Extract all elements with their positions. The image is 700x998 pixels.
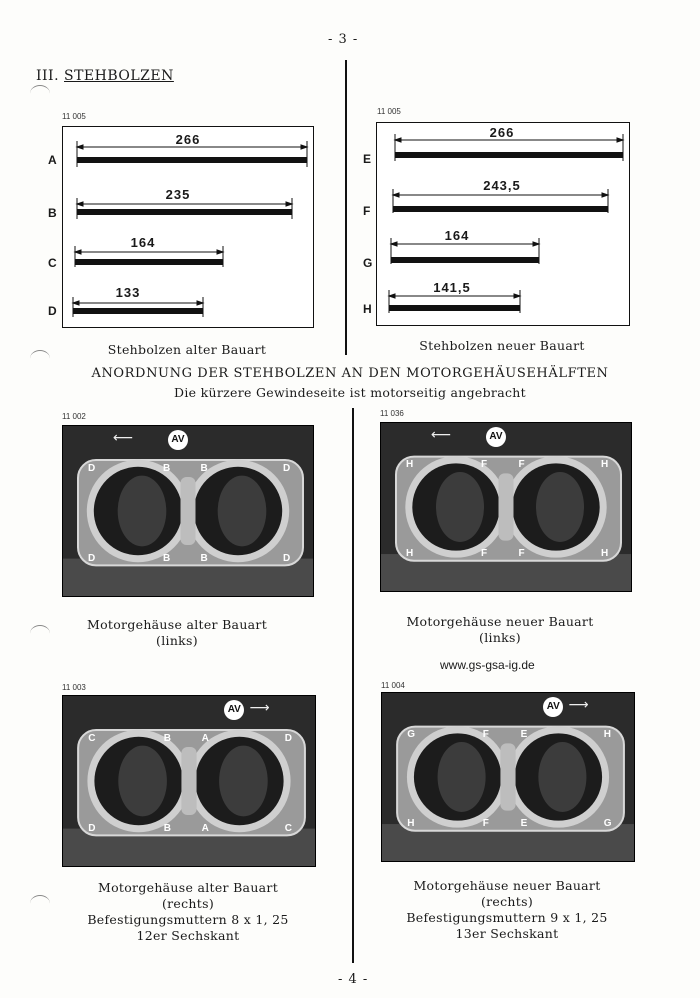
direction-arrow-icon: ⟶ <box>568 697 589 713</box>
caption-line: Motorgehäuse alter Bauart <box>86 617 268 632</box>
bolt-position-label: H <box>601 548 609 560</box>
figure-number: 11 002 <box>62 412 86 421</box>
figure-number: 11 004 <box>381 681 405 690</box>
photo-drawing <box>63 696 315 866</box>
bolt-length-label: 266 <box>489 125 515 140</box>
engine-case-photo-new-left <box>380 422 632 592</box>
bolt-position-label: H <box>406 548 414 560</box>
bolt-letter: C <box>48 256 57 270</box>
caption-line: 13er Sechskant <box>455 926 559 941</box>
figure-number: 11 003 <box>62 683 86 692</box>
caption-line: Motorgehäuse alter Bauart <box>97 880 279 895</box>
photo-drawing <box>381 423 631 591</box>
bolt-letter: E <box>363 152 372 166</box>
photo-caption <box>380 614 620 646</box>
direction-arrow-icon: ⟵ <box>113 430 134 446</box>
punch-hole-mark <box>30 625 50 642</box>
bolt-position-label: B <box>163 822 172 834</box>
caption-line: Befestigungsmuttern 9 x 1, 25 <box>406 910 608 925</box>
photo-caption <box>376 878 638 942</box>
caption-line: 12er Sechskant <box>136 928 240 943</box>
photo-caption <box>62 880 314 944</box>
page-number-top: - 3 - <box>328 32 359 47</box>
bolt-position-label: C <box>284 822 292 834</box>
bolt-position-label: E <box>520 729 528 740</box>
bolt-length-label: 243,5 <box>483 178 521 193</box>
direction-arrow-icon: ⟶ <box>249 700 270 716</box>
caption-line: Motorgehäuse neuer Bauart <box>413 878 601 893</box>
caption-line: (links) <box>156 633 198 648</box>
av-marker: AV <box>224 700 244 720</box>
bolt-letter: H <box>363 302 372 316</box>
punch-hole-mark <box>30 85 50 102</box>
caption-line: (rechts) <box>161 896 214 911</box>
caption-line: Befestigungsmuttern 8 x 1, 25 <box>87 912 289 927</box>
bolt-length-label: 266 <box>175 132 201 147</box>
bolt-position-label: F <box>481 459 488 470</box>
section-number: III. <box>36 68 60 84</box>
bolt-letter: G <box>363 256 373 270</box>
bolt-position-label: D <box>88 552 96 564</box>
punch-hole-mark <box>30 350 50 367</box>
bolt-length-label: 141,5 <box>433 280 471 295</box>
page-number-bottom: - 4 - <box>338 972 369 987</box>
bolt-position-label: A <box>201 732 209 744</box>
bolt-position-label: D <box>283 552 291 564</box>
bolt-diagram-caption: Stehbolzen alter Bauart <box>107 342 267 357</box>
bolt-position-label: F <box>482 818 489 830</box>
bolt-position-label: G <box>407 729 415 740</box>
bolt-position-label: F <box>518 548 525 560</box>
bolt-length-label: 235 <box>165 187 191 202</box>
bolt-length-label: 164 <box>444 228 470 243</box>
av-marker: AV <box>543 697 563 717</box>
bolt-position-label: H <box>406 459 414 470</box>
bolt-position-label: C <box>88 732 96 744</box>
bolt-position-label: D <box>88 822 96 834</box>
bolt-position-label: B <box>200 462 208 474</box>
figure-number: 11 005 <box>62 112 86 121</box>
bolt-diagram-old <box>62 126 314 328</box>
bolt-position-label: H <box>407 818 415 830</box>
section-title: STEHBOLZEN <box>64 68 174 84</box>
bolt-position-label: E <box>520 818 528 830</box>
section-heading <box>36 68 174 84</box>
bolt-letter: B <box>48 206 57 220</box>
bolt-position-label: H <box>601 459 609 470</box>
figure-number: 11 036 <box>380 409 404 418</box>
bolt-letter: A <box>48 153 57 167</box>
arrangement-subtitle: Die kürzere Gewindeseite ist motorseitig angebracht <box>174 385 526 400</box>
website-watermark: www.gs-gsa-ig.de <box>440 658 535 672</box>
column-divider-top <box>345 60 347 355</box>
bolt-position-label: F <box>481 548 488 560</box>
caption-line: Motorgehäuse neuer Bauart <box>406 614 594 629</box>
photo-drawing <box>382 693 634 861</box>
bolt-position-label: H <box>603 729 611 740</box>
bolt-letter: F <box>363 204 371 218</box>
engine-case-photo-old-right <box>62 695 316 867</box>
bolt-position-label: D <box>88 462 96 474</box>
bolt-length-label: 133 <box>115 285 141 300</box>
photo-drawing <box>63 426 313 596</box>
bolt-drawings-new <box>377 123 629 325</box>
bolt-length-label: 164 <box>130 235 156 250</box>
bolt-position-label: D <box>283 462 291 474</box>
bolt-position-label: B <box>163 552 171 564</box>
bolt-position-label: A <box>201 822 209 834</box>
bolt-diagram-caption: Stehbolzen neuer Bauart <box>419 338 585 353</box>
direction-arrow-icon: ⟵ <box>431 427 452 443</box>
av-marker: AV <box>168 430 188 450</box>
bolt-position-label: B <box>163 462 171 474</box>
caption-line: (links) <box>479 630 521 645</box>
caption-line: (rechts) <box>480 894 533 909</box>
bolt-position-label: F <box>482 729 489 740</box>
bolt-position-label: G <box>603 818 612 830</box>
bolt-letter: D <box>48 304 57 318</box>
bolt-diagram-new <box>376 122 630 326</box>
photo-caption <box>62 617 292 649</box>
figure-number: 11 005 <box>377 107 401 116</box>
bolt-position-label: F <box>518 459 525 470</box>
arrangement-title: ANORDNUNG DER STEHBOLZEN AN DEN MOTORGEHÄUSEHÄLFTEN <box>91 366 609 381</box>
engine-case-photo-old-left <box>62 425 314 597</box>
bolt-position-label: B <box>163 732 172 744</box>
column-divider-bottom <box>352 408 354 963</box>
av-marker: AV <box>486 427 506 447</box>
bolt-position-label: D <box>284 732 292 744</box>
punch-hole-mark <box>30 895 50 912</box>
engine-case-photo-new-right <box>381 692 635 862</box>
bolt-position-label: B <box>200 552 208 564</box>
